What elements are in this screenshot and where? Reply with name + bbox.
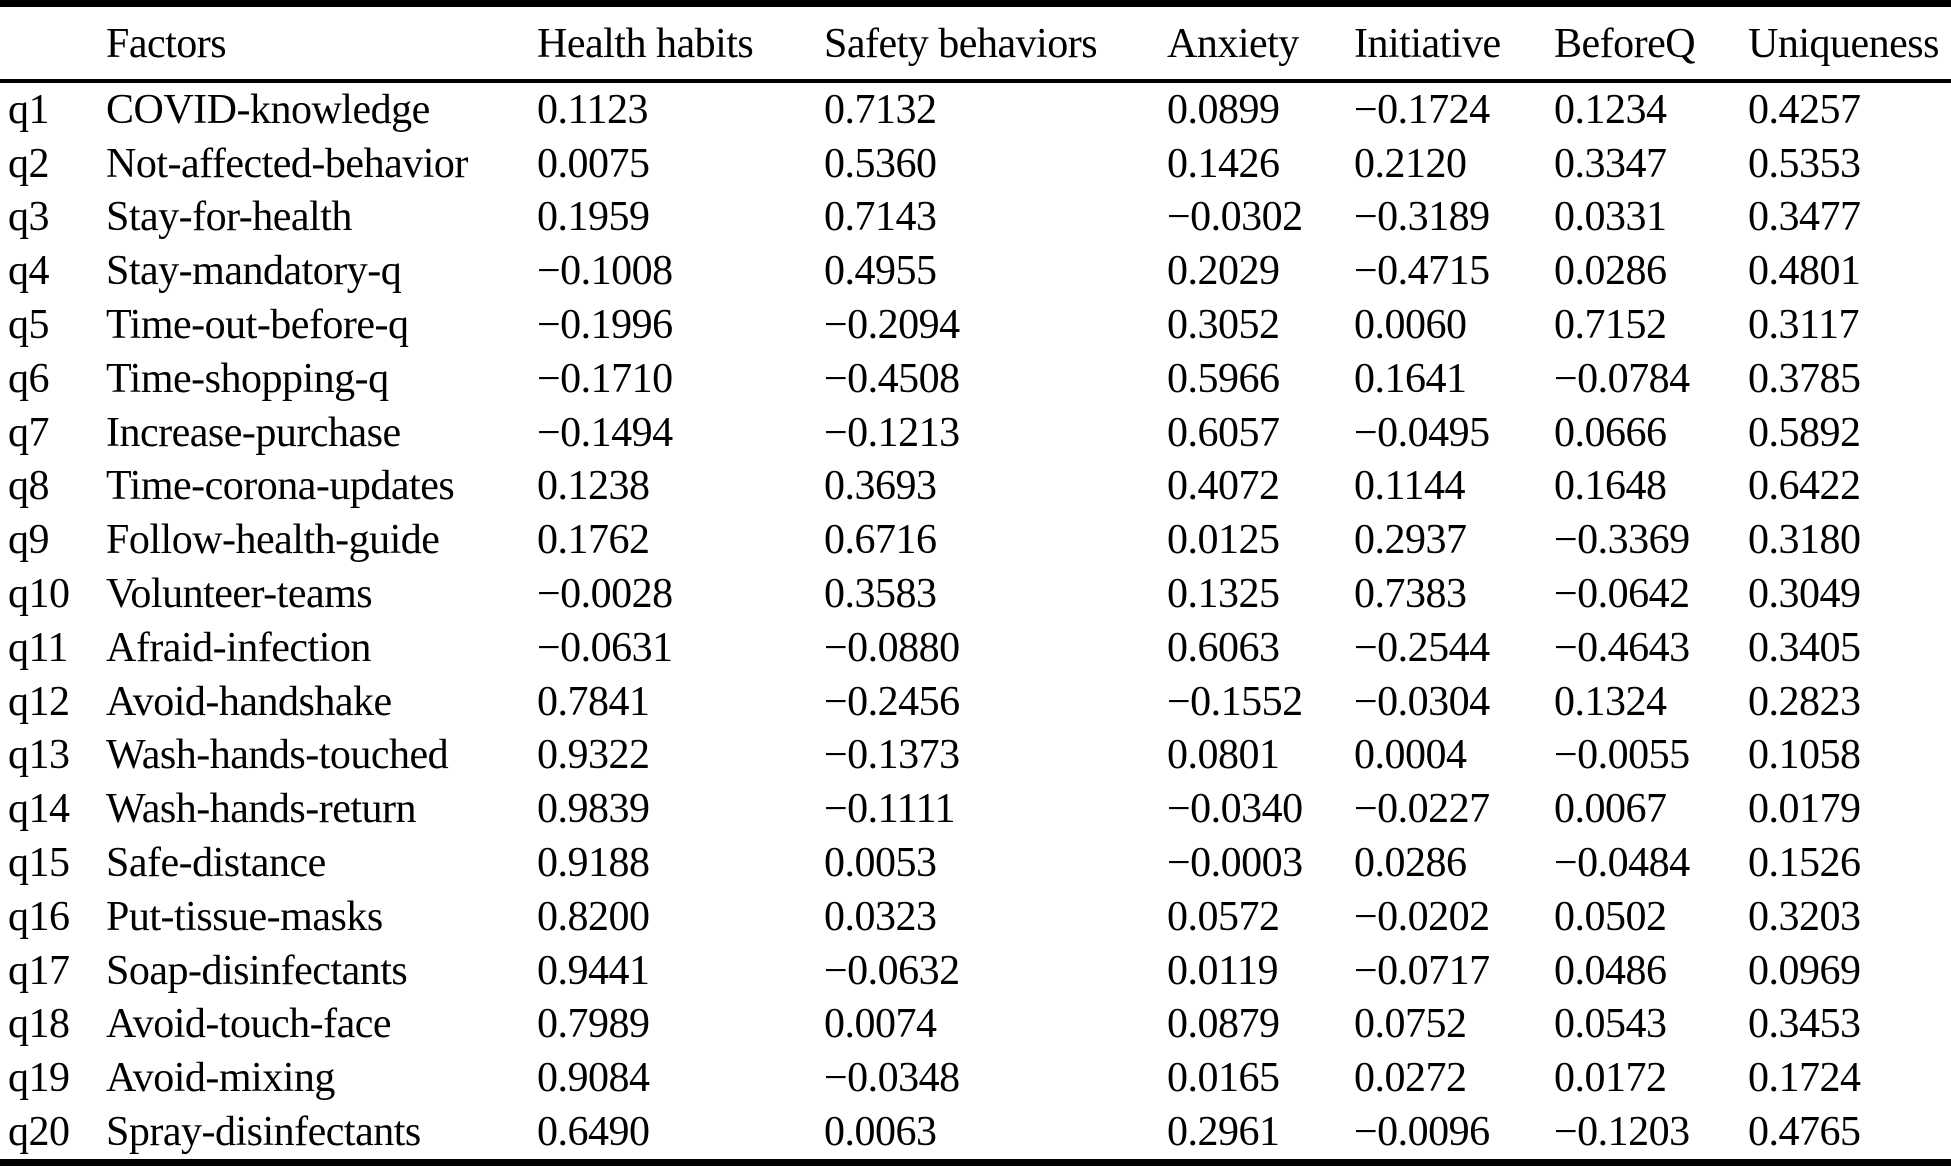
factor-name: Safe-distance bbox=[106, 840, 326, 887]
anxiety-value: 0.6063 bbox=[1167, 624, 1280, 671]
header-row bbox=[0, 4, 1951, 82]
anxiety-value: −0.1552 bbox=[1167, 678, 1303, 725]
uniqueness-value: 0.3477 bbox=[1748, 194, 1861, 241]
safety-behaviors-value: 0.7143 bbox=[824, 194, 937, 241]
health-habits-value: 0.1762 bbox=[537, 517, 650, 564]
health-habits-value: 0.9322 bbox=[537, 732, 650, 779]
anxiety-value: 0.0879 bbox=[1167, 1001, 1280, 1048]
factor-name: Afraid-infection bbox=[106, 624, 371, 671]
row-id: q13 bbox=[8, 732, 70, 779]
initiative-value: −0.3189 bbox=[1354, 194, 1490, 241]
uniqueness-value: 0.1058 bbox=[1748, 732, 1861, 779]
safety-behaviors-value: −0.1213 bbox=[824, 409, 960, 456]
initiative-value: 0.7383 bbox=[1354, 571, 1467, 618]
factor-name: COVID-knowledge bbox=[106, 86, 430, 133]
beforeq-value: −0.3369 bbox=[1554, 517, 1690, 564]
safety-behaviors-value: 0.0063 bbox=[824, 1109, 937, 1156]
initiative-value: 0.0004 bbox=[1354, 732, 1467, 779]
uniqueness-value: 0.5892 bbox=[1748, 409, 1861, 456]
anxiety-value: 0.1325 bbox=[1167, 571, 1280, 618]
beforeq-value: 0.0067 bbox=[1554, 786, 1667, 833]
row-id: q16 bbox=[8, 893, 70, 940]
row-id: q19 bbox=[8, 1055, 70, 1102]
initiative-value: 0.0752 bbox=[1354, 1001, 1467, 1048]
safety-behaviors-value: 0.7132 bbox=[824, 86, 937, 133]
anxiety-value: 0.5966 bbox=[1167, 355, 1280, 402]
anxiety-value: 0.6057 bbox=[1167, 409, 1280, 456]
safety-behaviors-value: −0.1373 bbox=[824, 732, 960, 779]
factor-name: Avoid-touch-face bbox=[106, 1001, 392, 1048]
table-row bbox=[0, 567, 1951, 621]
table-body bbox=[0, 81, 1951, 1162]
initiative-value: −0.4715 bbox=[1354, 248, 1490, 295]
health-habits-value: −0.1008 bbox=[537, 248, 673, 295]
initiative-value: −0.2544 bbox=[1354, 624, 1490, 671]
factor-name: Time-corona-updates bbox=[106, 463, 455, 510]
table-row bbox=[0, 836, 1951, 890]
anxiety-value: −0.0003 bbox=[1167, 840, 1303, 887]
row-id: q18 bbox=[8, 1001, 70, 1048]
anxiety-value: 0.2029 bbox=[1167, 248, 1280, 295]
row-id: q17 bbox=[8, 947, 70, 994]
health-habits-value: 0.9441 bbox=[537, 947, 650, 994]
row-id: q8 bbox=[8, 463, 49, 510]
safety-behaviors-value: −0.2456 bbox=[824, 678, 960, 725]
uniqueness-value: 0.3203 bbox=[1748, 893, 1861, 940]
anxiety-value: −0.0302 bbox=[1167, 194, 1303, 241]
safety-behaviors-value: −0.0880 bbox=[824, 624, 960, 671]
health-habits-value: −0.1996 bbox=[537, 302, 673, 349]
beforeq-value: 0.0543 bbox=[1554, 1001, 1667, 1048]
uniqueness-value: 0.5353 bbox=[1748, 140, 1861, 187]
header-cell-health-habits: Health habits bbox=[529, 4, 816, 82]
table-row bbox=[0, 1051, 1951, 1105]
factor-name: Wash-hands-return bbox=[106, 786, 417, 833]
health-habits-value: 0.9839 bbox=[537, 786, 650, 833]
safety-behaviors-value: −0.2094 bbox=[824, 302, 960, 349]
anxiety-value: 0.1426 bbox=[1167, 140, 1280, 187]
factor-name: Soap-disinfectants bbox=[106, 947, 408, 994]
safety-behaviors-value: 0.3693 bbox=[824, 463, 937, 510]
health-habits-value: 0.7989 bbox=[537, 1001, 650, 1048]
safety-behaviors-value: 0.0074 bbox=[824, 1001, 937, 1048]
header-cell-initiative: Initiative bbox=[1346, 4, 1546, 82]
safety-behaviors-value: 0.4955 bbox=[824, 248, 937, 295]
table-row bbox=[0, 244, 1951, 298]
uniqueness-value: 0.4801 bbox=[1748, 248, 1861, 295]
header-cell-anxiety: Anxiety bbox=[1159, 4, 1346, 82]
table-row bbox=[0, 890, 1951, 944]
table-row bbox=[0, 460, 1951, 514]
table-row bbox=[0, 406, 1951, 460]
safety-behaviors-value: 0.3583 bbox=[824, 571, 937, 618]
initiative-value: −0.0096 bbox=[1354, 1109, 1490, 1156]
uniqueness-value: 0.3405 bbox=[1748, 624, 1861, 671]
row-id: q1 bbox=[8, 86, 49, 133]
header-cell-safety-behaviors: Safety behaviors bbox=[816, 4, 1159, 82]
beforeq-value: 0.7152 bbox=[1554, 302, 1667, 349]
header-cell-beforeq: BeforeQ bbox=[1546, 4, 1740, 82]
factor-name: Put-tissue-masks bbox=[106, 893, 383, 940]
anxiety-value: −0.0340 bbox=[1167, 786, 1303, 833]
beforeq-value: 0.0486 bbox=[1554, 947, 1667, 994]
initiative-value: 0.0060 bbox=[1354, 302, 1467, 349]
uniqueness-value: 0.4257 bbox=[1748, 86, 1861, 133]
row-id: q9 bbox=[8, 517, 49, 564]
health-habits-value: −0.1710 bbox=[537, 355, 673, 402]
header-cell-uniqueness: Uniqueness bbox=[1740, 4, 1951, 82]
row-id: q20 bbox=[8, 1109, 70, 1156]
row-id: q7 bbox=[8, 409, 49, 456]
table-row bbox=[0, 998, 1951, 1052]
uniqueness-value: 0.2823 bbox=[1748, 678, 1861, 725]
row-id: q12 bbox=[8, 678, 70, 725]
beforeq-value: 0.0172 bbox=[1554, 1055, 1667, 1102]
health-habits-value: 0.0075 bbox=[537, 140, 650, 187]
beforeq-value: −0.4643 bbox=[1554, 624, 1690, 671]
initiative-value: 0.0272 bbox=[1354, 1055, 1467, 1102]
row-id: q15 bbox=[8, 840, 70, 887]
anxiety-value: 0.0801 bbox=[1167, 732, 1280, 779]
health-habits-value: 0.9084 bbox=[537, 1055, 650, 1102]
uniqueness-value: 0.4765 bbox=[1748, 1109, 1861, 1156]
initiative-value: −0.1724 bbox=[1354, 86, 1490, 133]
table-row bbox=[0, 191, 1951, 245]
table-row bbox=[0, 675, 1951, 729]
anxiety-value: 0.0125 bbox=[1167, 517, 1280, 564]
factor-name: Stay-mandatory-q bbox=[106, 248, 402, 295]
health-habits-value: 0.1238 bbox=[537, 463, 650, 510]
initiative-value: 0.1144 bbox=[1354, 463, 1465, 510]
row-id: q4 bbox=[8, 248, 49, 295]
table-row bbox=[0, 513, 1951, 567]
anxiety-value: 0.0119 bbox=[1167, 947, 1278, 994]
initiative-value: 0.2937 bbox=[1354, 517, 1467, 564]
beforeq-value: −0.0642 bbox=[1554, 571, 1690, 618]
table-row bbox=[0, 352, 1951, 406]
health-habits-value: −0.1494 bbox=[537, 409, 673, 456]
beforeq-value: −0.0055 bbox=[1554, 732, 1690, 779]
row-id: q3 bbox=[8, 194, 49, 241]
initiative-value: 0.1641 bbox=[1354, 355, 1467, 402]
uniqueness-value: 0.1724 bbox=[1748, 1055, 1861, 1102]
anxiety-value: 0.0899 bbox=[1167, 86, 1280, 133]
initiative-value: −0.0495 bbox=[1354, 409, 1490, 456]
row-id: q14 bbox=[8, 786, 70, 833]
table-row bbox=[0, 81, 1951, 137]
health-habits-value: −0.0028 bbox=[537, 571, 673, 618]
beforeq-value: 0.1234 bbox=[1554, 86, 1667, 133]
beforeq-value: 0.0286 bbox=[1554, 248, 1667, 295]
safety-behaviors-value: −0.4508 bbox=[824, 355, 960, 402]
beforeq-value: 0.1648 bbox=[1554, 463, 1667, 510]
factor-name: Wash-hands-touched bbox=[106, 732, 449, 779]
factor-name: Avoid-handshake bbox=[106, 678, 392, 725]
beforeq-value: −0.0484 bbox=[1554, 840, 1690, 887]
table-row bbox=[0, 1105, 1951, 1162]
health-habits-value: 0.1959 bbox=[537, 194, 650, 241]
health-habits-value: −0.0631 bbox=[537, 624, 673, 671]
row-id: q5 bbox=[8, 302, 49, 349]
anxiety-value: 0.2961 bbox=[1167, 1109, 1280, 1156]
uniqueness-value: 0.0969 bbox=[1748, 947, 1861, 994]
safety-behaviors-value: 0.0053 bbox=[824, 840, 937, 887]
table-row bbox=[0, 944, 1951, 998]
initiative-value: −0.0304 bbox=[1354, 678, 1490, 725]
health-habits-value: 0.1123 bbox=[537, 86, 648, 133]
factor-name: Volunteer-teams bbox=[106, 571, 373, 618]
anxiety-value: 0.4072 bbox=[1167, 463, 1280, 510]
health-habits-value: 0.7841 bbox=[537, 678, 650, 725]
safety-behaviors-value: −0.0632 bbox=[824, 947, 960, 994]
table-row bbox=[0, 782, 1951, 836]
health-habits-value: 0.8200 bbox=[537, 893, 650, 940]
uniqueness-value: 0.0179 bbox=[1748, 786, 1861, 833]
uniqueness-value: 0.3180 bbox=[1748, 517, 1861, 564]
beforeq-value: 0.1324 bbox=[1554, 678, 1667, 725]
table-row bbox=[0, 298, 1951, 352]
safety-behaviors-value: 0.0323 bbox=[824, 893, 937, 940]
factor-name: Not-affected-behavior bbox=[106, 140, 468, 187]
beforeq-value: −0.0784 bbox=[1554, 355, 1690, 402]
health-habits-value: 0.9188 bbox=[537, 840, 650, 887]
beforeq-value: 0.0502 bbox=[1554, 893, 1667, 940]
factor-name: Avoid-mixing bbox=[106, 1055, 335, 1102]
beforeq-value: 0.0666 bbox=[1554, 409, 1667, 456]
factor-name: Time-out-before-q bbox=[106, 302, 409, 349]
factor-name: Stay-for-health bbox=[106, 194, 352, 241]
uniqueness-value: 0.3049 bbox=[1748, 571, 1861, 618]
initiative-value: 0.2120 bbox=[1354, 140, 1467, 187]
health-habits-value: 0.6490 bbox=[537, 1109, 650, 1156]
initiative-value: 0.0286 bbox=[1354, 840, 1467, 887]
uniqueness-value: 0.3785 bbox=[1748, 355, 1861, 402]
uniqueness-value: 0.6422 bbox=[1748, 463, 1861, 510]
row-id: q10 bbox=[8, 571, 70, 618]
initiative-value: −0.0202 bbox=[1354, 893, 1490, 940]
factor-name: Spray-disinfectants bbox=[106, 1109, 421, 1156]
beforeq-value: −0.1203 bbox=[1554, 1109, 1690, 1156]
factor-name: Time-shopping-q bbox=[106, 355, 389, 402]
uniqueness-value: 0.3117 bbox=[1748, 302, 1859, 349]
safety-behaviors-value: −0.1111 bbox=[824, 786, 956, 833]
beforeq-value: 0.3347 bbox=[1554, 140, 1667, 187]
header-cell-empty bbox=[0, 4, 98, 82]
safety-behaviors-value: 0.5360 bbox=[824, 140, 937, 187]
factor-name: Follow-health-guide bbox=[106, 517, 440, 564]
safety-behaviors-value: −0.0348 bbox=[824, 1055, 960, 1102]
safety-behaviors-value: 0.6716 bbox=[824, 517, 937, 564]
row-id: q11 bbox=[8, 624, 68, 671]
factor-name: Increase-purchase bbox=[106, 409, 401, 456]
initiative-value: −0.0227 bbox=[1354, 786, 1490, 833]
header-cell-factors: Factors bbox=[98, 4, 529, 82]
beforeq-value: 0.0331 bbox=[1554, 194, 1667, 241]
row-id: q2 bbox=[8, 140, 49, 187]
initiative-value: −0.0717 bbox=[1354, 947, 1490, 994]
table-row bbox=[0, 137, 1951, 191]
uniqueness-value: 0.3453 bbox=[1748, 1001, 1861, 1048]
anxiety-value: 0.0165 bbox=[1167, 1055, 1280, 1102]
table-row bbox=[0, 621, 1951, 675]
table-row bbox=[0, 729, 1951, 783]
anxiety-value: 0.0572 bbox=[1167, 893, 1280, 940]
row-id: q6 bbox=[8, 355, 49, 402]
anxiety-value: 0.3052 bbox=[1167, 302, 1280, 349]
uniqueness-value: 0.1526 bbox=[1748, 840, 1861, 887]
